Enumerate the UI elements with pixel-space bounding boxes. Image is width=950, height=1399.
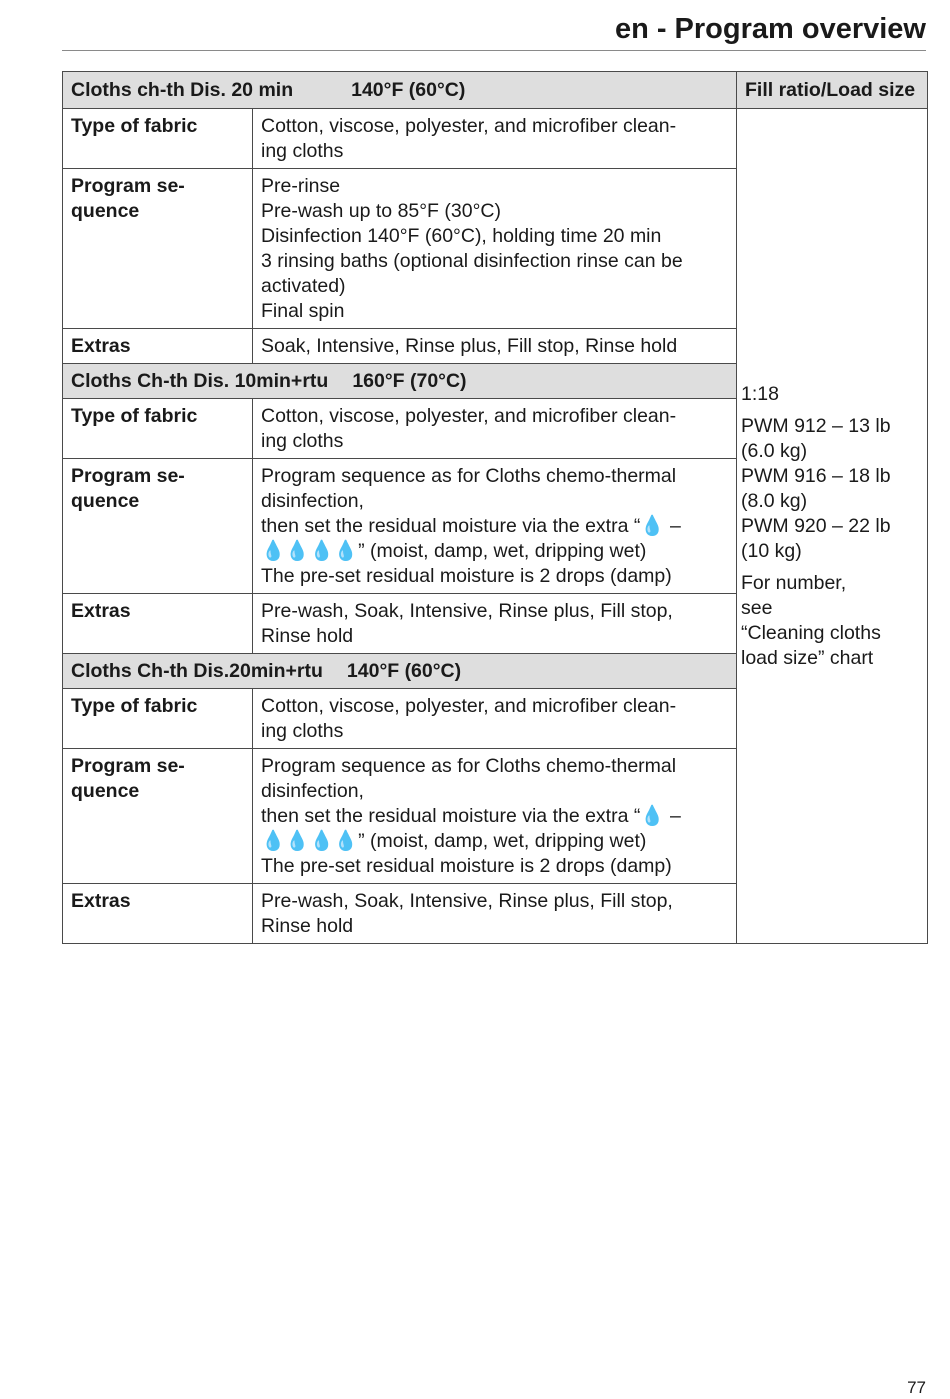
fill-ratio-header: Fill ratio/Load size — [737, 72, 928, 109]
row-label-fabric: Type of fabric — [63, 399, 253, 459]
row-label-extras: Extras — [63, 884, 253, 944]
sequence-value — [253, 169, 737, 329]
load-size-pwm916: PWM 916 – 18 lb (8.0 kg) — [741, 464, 891, 512]
fabric-value: Cotton, viscose, polyester, and microfiber clean- ing cloths — [253, 109, 737, 169]
extras-value: Pre-wash, Soak, Intensive, Rinse plus, Fill stop, Rinse hold — [253, 884, 737, 944]
sequence-line: then set the residual moisture via the extra “💧 – — [261, 805, 681, 827]
load-size-note: For number, see “Cleaning cloths load size” chart — [741, 571, 881, 669]
sequence-line: Program sequence as for Cloths chemo-thermal disinfection, — [261, 465, 677, 512]
extras-value: Pre-wash, Soak, Intensive, Rinse plus, Fill stop, Rinse hold — [253, 594, 737, 654]
sequence-line: The pre-set residual moisture is 2 drops (damp) — [261, 855, 672, 877]
sequence-line: Final spin — [261, 300, 345, 322]
sequence-line: 3 rinsing baths (optional disinfection rinse can be activated) — [261, 250, 683, 297]
fabric-value: Cotton, viscose, polyester, and microfiber clean- ing cloths — [253, 399, 737, 459]
program-title-cell — [63, 72, 737, 109]
program-title: Cloths ch-th Dis. 20 min — [71, 79, 294, 101]
sequence-line: 💧💧💧💧” (moist, damp, wet, dripping wet) — [261, 540, 647, 562]
fabric-value: Cotton, viscose, polyester, and microfiber clean- ing cloths — [253, 689, 737, 749]
program-temperature: 140°F (60°C) — [351, 79, 466, 101]
program-temperature: 140°F (60°C) — [346, 660, 462, 682]
sequence-line: then set the residual moisture via the extra “💧 – — [261, 515, 681, 537]
row-label-extras: Extras — [63, 594, 253, 654]
row-label-sequence: Program se- quence — [63, 749, 253, 884]
row-label-fabric: Type of fabric — [63, 689, 253, 749]
sequence-line: Disinfection 140°F (60°C), holding time 20 min — [261, 225, 662, 247]
program-title-cell — [63, 654, 737, 689]
page-title: en - Program overview — [62, 8, 926, 51]
program-temperature: 160°F (70°C) — [352, 370, 467, 392]
row-label-sequence: Program se- quence — [63, 459, 253, 594]
load-size-pwm912: PWM 912 – 13 lb (6.0 kg) — [741, 414, 891, 462]
row-label-fabric: Type of fabric — [63, 109, 253, 169]
program-title-row — [63, 72, 928, 109]
row-label-sequence: Program se- quence — [63, 169, 253, 329]
table-row — [63, 109, 928, 169]
sequence-line: The pre-set residual moisture is 2 drops (damp) — [261, 565, 672, 587]
sequence-value — [253, 749, 737, 884]
program-title-cell — [63, 364, 737, 399]
extras-value: Soak, Intensive, Rinse plus, Fill stop, Rinse hold — [253, 329, 737, 364]
sequence-value — [253, 459, 737, 594]
program-title: Cloths Ch-th Dis.20min+rtu — [71, 660, 323, 682]
fill-ratio-cell — [737, 109, 928, 944]
page-number: 77 — [907, 1378, 926, 1397]
program-overview-table — [62, 71, 928, 944]
row-label-extras: Extras — [63, 329, 253, 364]
program-title: Cloths Ch-th Dis. 10min+rtu — [71, 370, 329, 392]
sequence-line: 💧💧💧💧” (moist, damp, wet, dripping wet) — [261, 830, 647, 852]
load-size-pwm920: PWM 920 – 22 lb (10 kg) — [741, 514, 891, 562]
sequence-line: Pre-rinse — [261, 175, 341, 197]
fill-ratio-value: 1:18 — [741, 382, 779, 405]
sequence-line: Program sequence as for Cloths chemo-thermal disinfection, — [261, 755, 677, 802]
sequence-line: Pre-wash up to 85°F (30°C) — [261, 200, 501, 222]
